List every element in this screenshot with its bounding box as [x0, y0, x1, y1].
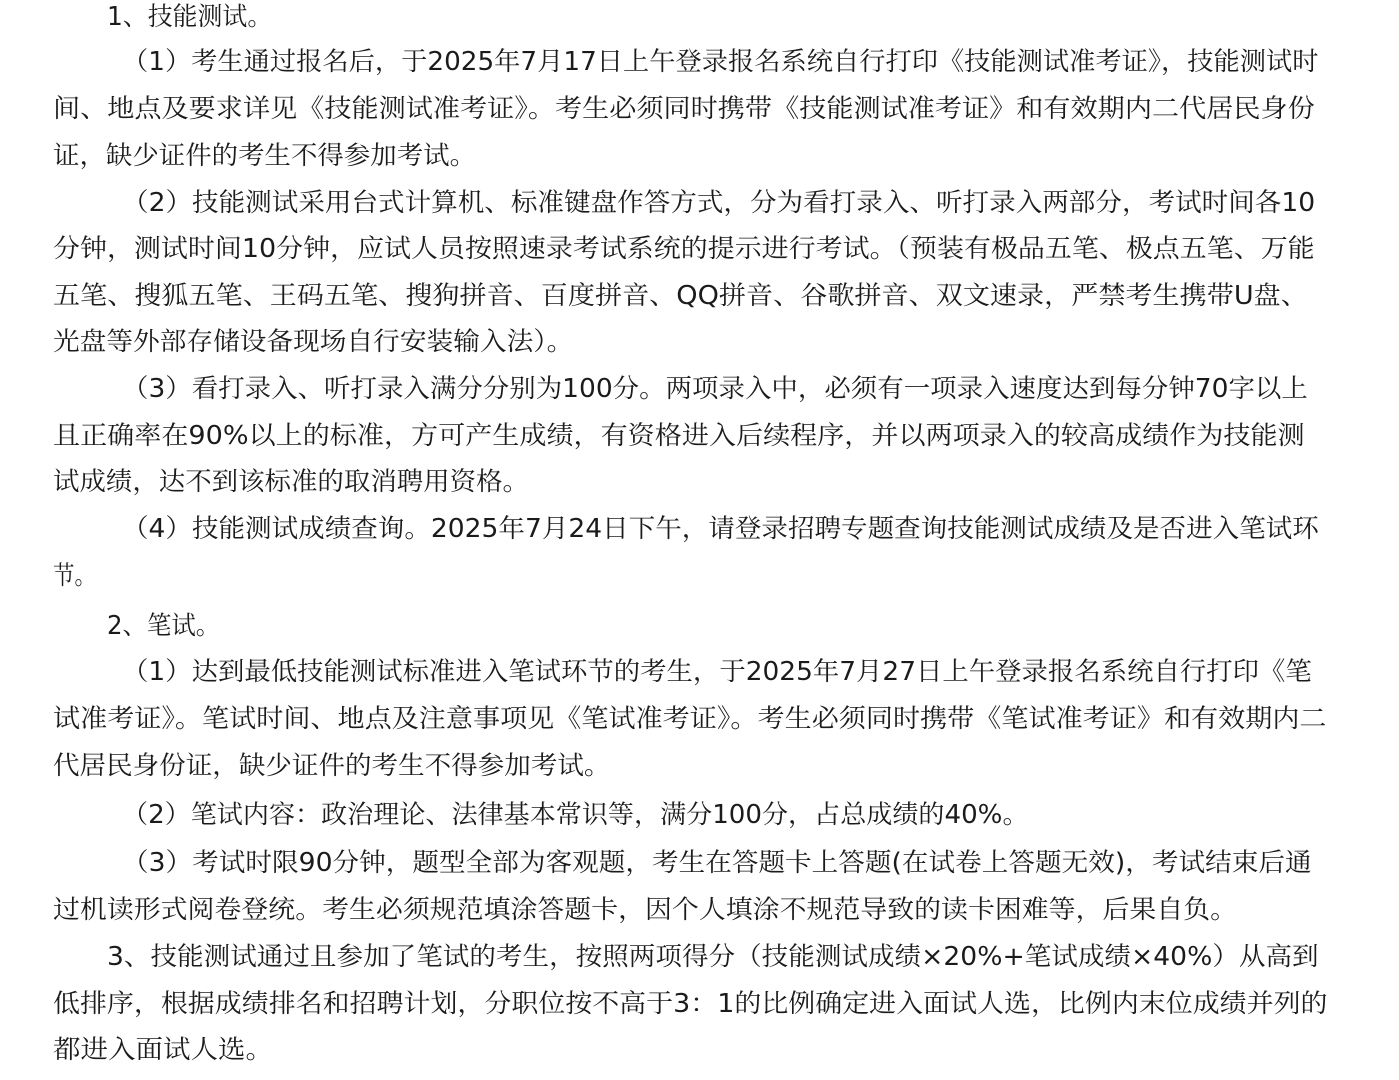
- s1-item4-line2: 节。: [53, 561, 97, 591]
- s3-line3: 都进入面试人选。: [53, 1035, 274, 1065]
- s1-item2-line2: 分钟，测试时间10分钟，应试人员按照速录考试系统的提示进行考试。（预装有极品五笔、极点五笔、万能: [53, 234, 1315, 264]
- s1-item1-line2: 间、地点及要求详见《技能测试准考证》。考生必须同时携带《技能测试准考证》和有效期内二代居民身份: [53, 94, 1315, 124]
- s2-item3-line2: 过机读形式阅卷登统。考生必须规范填涂答题卡，因个人填涂不规范导致的读卡困难等，后果自负。: [53, 895, 1238, 925]
- s3-line2: 低排序，根据成绩排名和招聘计划，分职位按不高于3：1的比例确定进入面试人选，比例内末位成绩并列的: [53, 989, 1328, 1019]
- section1-heading: 1、技能测试。: [107, 2, 273, 32]
- s1-item2-line4: 光盘等外部存储设备现场自行安装输入法）。: [53, 327, 574, 357]
- s1-item3-line3: 试成绩，达不到该标准的取消聘用资格。: [53, 467, 529, 497]
- s2-item1-line1: （1）达到最低技能测试标准进入笔试环节的考生，于2025年7月27日上午登录报名系统自行打印《笔: [122, 657, 1312, 687]
- s2-item3-line1: （3）考试时限90分钟，题型全部为客观题，考生在答题卡上答题(在试卷上答题无效)，考试结束后通: [122, 848, 1312, 878]
- s2-item1-line2: 试准考证》。笔试时间、地点及注意事项见《笔试准考证》。考生必须同时携带《笔试准考证》和有效期内二: [53, 704, 1327, 734]
- s1-item3-line1: （3）看打录入、听打录入满分分别为100分。两项录入中，必须有一项录入速度达到每分钟70字以上: [122, 374, 1308, 404]
- s1-item4-line1: （4）技能测试成绩查询。2025年7月24日下午，请登录招聘专题查询技能测试成绩及是否进入笔试环: [122, 514, 1319, 544]
- s2-item1-line3: 代居民身份证，缺少证件的考生不得参加考试。: [53, 751, 611, 781]
- s1-item2-line1: （2）技能测试采用台式计算机、标准键盘作答方式，分为看打录入、听打录入两部分，考试时间各10: [122, 188, 1316, 218]
- s1-item2-line3: 五笔、搜狐五笔、王码五笔、搜狗拼音、百度拼音、QQ拼音、谷歌拼音、双文速录，严禁考生携带U盘、: [53, 281, 1308, 311]
- s1-item1-line1: （1）考生通过报名后，于2025年7月17日上午登录报名系统自行打印《技能测试准考证》，技能测试时: [122, 47, 1319, 77]
- s1-item3-line2: 且正确率在90%以上的标准，方可产生成绩，有资格进入后续程序，并以两项录入的较高成绩作为技能测: [53, 421, 1305, 451]
- s1-item1-line3: 证，缺少证件的考生不得参加考试。: [53, 141, 477, 171]
- section2-heading: 2、笔试。: [107, 611, 221, 641]
- s3-line1: 3、技能测试通过且参加了笔试的考生，按照两项得分（技能测试成绩×20%+笔试成绩×40%）从高到: [107, 942, 1319, 972]
- s2-item2-line1: （2）笔试内容：政治理论、法律基本常识等，满分100分，占总成绩的40%。: [122, 800, 1029, 830]
